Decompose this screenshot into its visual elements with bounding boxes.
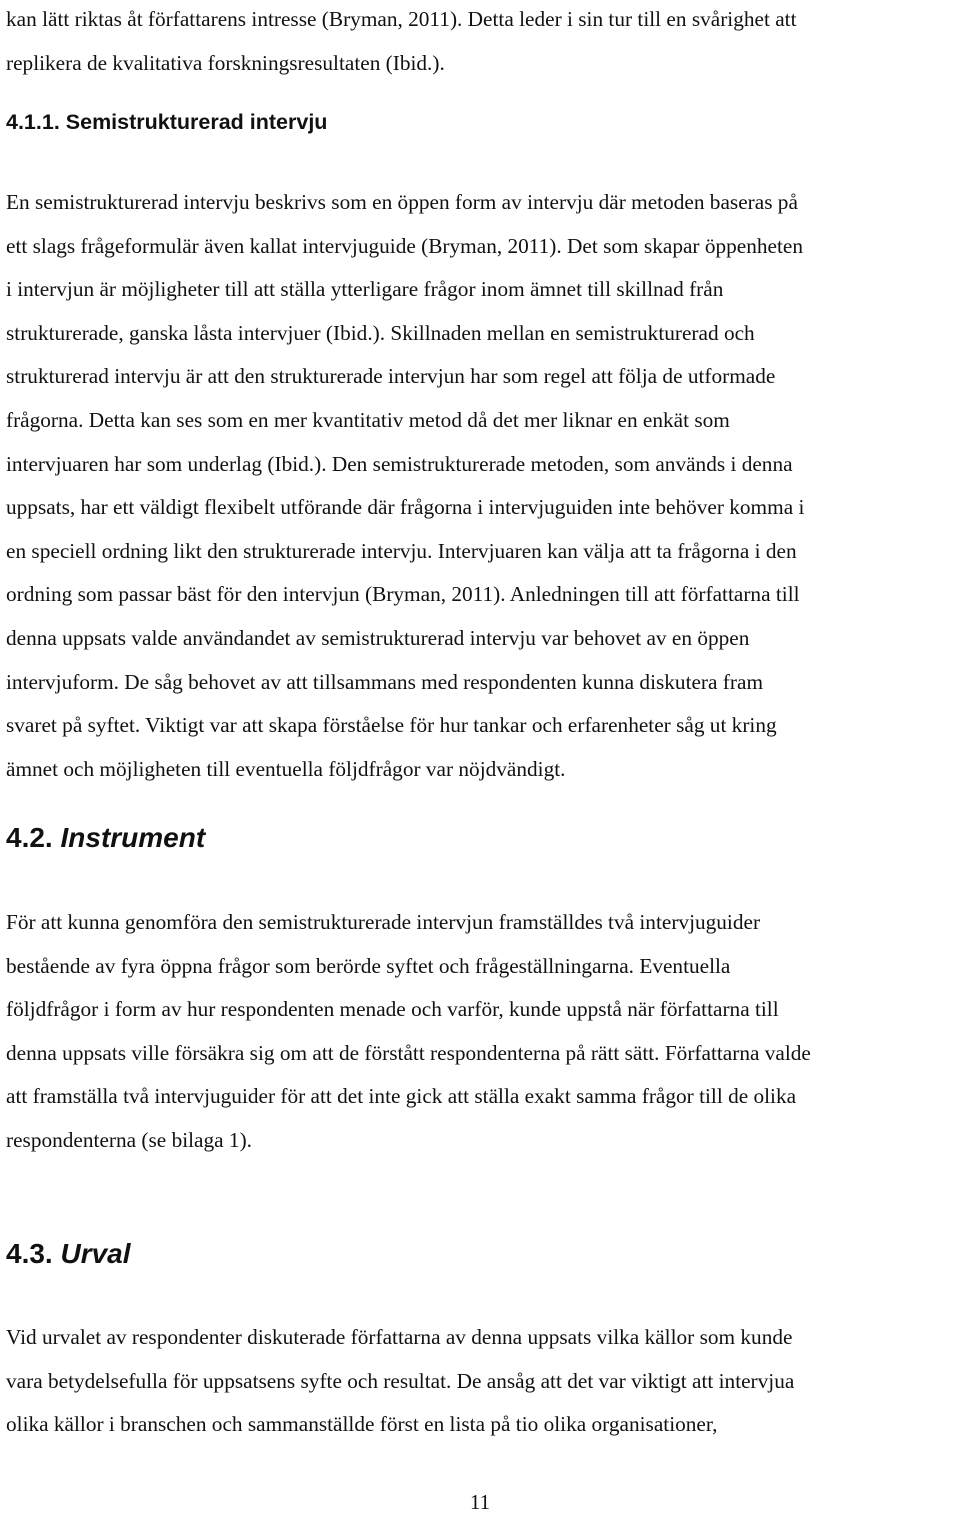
text-line: För att kunna genomföra den semistrukturerade intervjun framställdes två intervjuguider xyxy=(6,910,761,934)
text-line: Vid urvalet av respondenter diskuterade författarna av denna uppsats vilka källor som kunde xyxy=(6,1325,793,1349)
text-line: uppsats, har ett väldigt flexibelt utförande där frågorna i intervjuguiden inte behöver komma i xyxy=(6,495,805,520)
section-title: Urval xyxy=(60,1238,131,1269)
text-line: respondenterna (se bilaga 1). xyxy=(6,1127,252,1152)
text-line: strukturerad intervju är att den strukturerade intervjun har som regel att följa de utformade xyxy=(6,364,776,389)
text-line: en speciell ordning likt den strukturerade intervju. Intervjuaren kan välja att ta frågorna i den xyxy=(6,538,797,563)
text-line: ett slags frågeformulär även kallat intervjuguide (Bryman, 2011). Det som skapar öppenheten xyxy=(6,233,804,258)
text-line: att framställa två intervjuguider för att det inte gick att ställa exakt samma frågor till de olika xyxy=(6,1084,797,1109)
text-line: ämnet och möjligheten till eventuella följdfrågor var nöjdvändigt. xyxy=(6,756,566,781)
text-line: följdfrågor i form av hur respondenten menade och varför, kunde uppstå när författarna till xyxy=(6,997,779,1022)
page-number: 11 xyxy=(469,1490,491,1514)
text-line: strukturerade, ganska låsta intervjuer (Ibid.). Skillnaden mellan en semistrukturerad och xyxy=(6,320,755,345)
text-line: svaret på syftet. Viktigt var att skapa förståelse för hur tankar och erfarenheter såg ut kring xyxy=(6,713,777,738)
text-line: replikera de kvalitativa forskningsresultaten (Ibid.). xyxy=(6,50,445,75)
text-line: denna uppsats valde användandet av semistrukturerad intervju var behovet av en öppen xyxy=(6,625,750,650)
text-line: denna uppsats ville försäkra sig om att de förstått respondenterna på rätt sätt. Författarna valde xyxy=(6,1040,811,1065)
section-heading-4-3 xyxy=(6,1238,131,1270)
text-line: bestående av fyra öppna frågor som berörde syftet och frågeställningarna. Eventuella xyxy=(6,953,731,978)
section-4-2-paragraph xyxy=(6,901,956,1163)
subsection-heading-4-1-1: 4.1.1. Semistrukturerad intervju xyxy=(6,110,328,134)
section-number: 4.2. xyxy=(6,822,53,853)
text-line: kan lätt riktas åt författarens intresse (Bryman, 2011). Detta leder i sin tur till en svårighet att xyxy=(6,7,797,31)
section-4-3-paragraph xyxy=(6,1316,956,1447)
section-title: Instrument xyxy=(60,822,206,853)
section-number: 4.3. xyxy=(6,1238,53,1269)
text-line: intervjuform. De såg behovet av att tillsammans med respondenten kunna diskutera fram xyxy=(6,669,764,694)
text-line: ordning som passar bäst för den intervjun (Bryman, 2011). Anledningen till att författarna till xyxy=(6,582,800,607)
intro-paragraph xyxy=(6,0,956,85)
text-line: frågorna. Detta kan ses som en mer kvantitativ metod då det mer liknar en enkät som xyxy=(6,407,730,432)
section-heading-4-2 xyxy=(6,822,205,854)
subsection-4-1-1-paragraph xyxy=(6,181,956,791)
text-line: olika källor i branschen och sammanställde först en lista på tio olika organisationer, xyxy=(6,1412,718,1437)
text-line: En semistrukturerad intervju beskrivs som en öppen form av intervju där metoden baseras på xyxy=(6,190,798,214)
text-line: vara betydelsefulla för uppsatsens syfte och resultat. De ansåg att det var viktigt att intervjua xyxy=(6,1368,795,1393)
text-line: i intervjun är möjligheter till att ställa ytterligare frågor inom ämnet till skillnad från xyxy=(6,277,724,302)
text-line: intervjuaren har som underlag (Ibid.). Den semistrukturerade metoden, som används i denna xyxy=(6,451,793,476)
